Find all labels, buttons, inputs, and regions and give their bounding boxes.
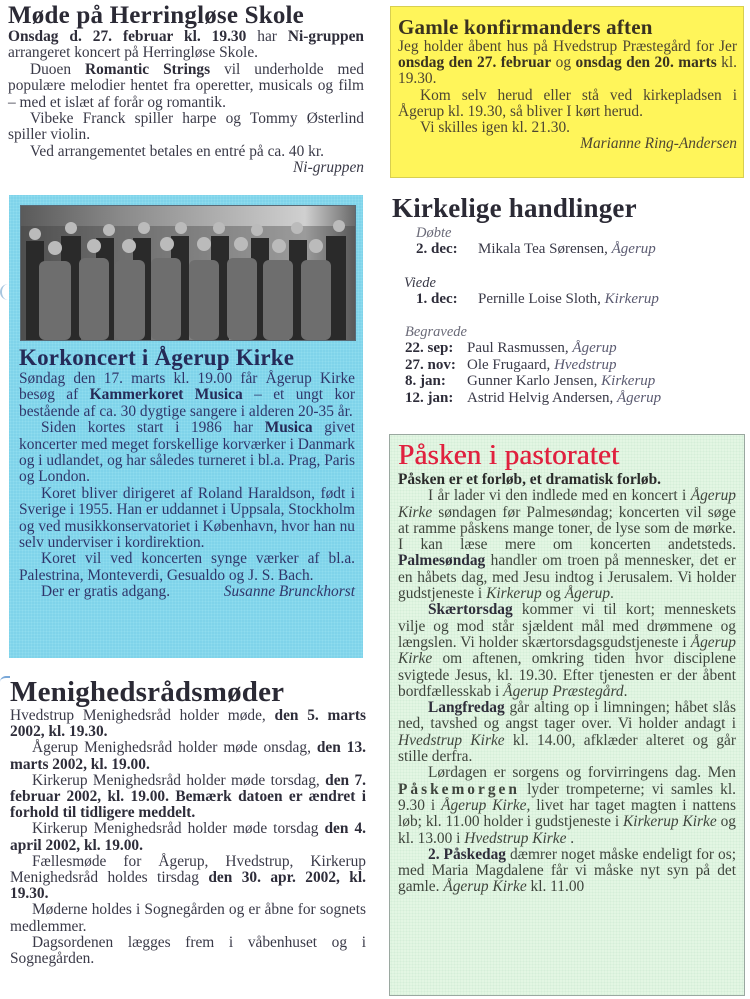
lead-paragraph: Påsken er et forløb, et dramatisk forløb. bbox=[398, 471, 662, 488]
paragraph: Vibeke Franck spiller harpe og Tommy Østerlind spiller violin. bbox=[8, 110, 364, 144]
paragraph: Kirkerup Menighedsråd holder møde torsdag den 4. april 2002, kl. 19.00. bbox=[10, 820, 366, 854]
signature: Marianne Ring-Andersen bbox=[580, 135, 737, 153]
article-title: Gamle konfirmanders aften bbox=[398, 15, 653, 39]
article-korkoncert bbox=[9, 195, 363, 658]
entry-row: 22. sep: Paul Rasmussen, Ågerup bbox=[405, 340, 617, 356]
group-label: Døbte bbox=[416, 225, 452, 241]
entry-row: 8. jan: Gunner Karlo Jensen, Kirkerup bbox=[405, 373, 656, 389]
paragraph: 2. Påskedag dæmrer noget måske endeligt for os; med Maria Magdalene får vi måske nyt syn på det gamle. Ågerup Kirke kl. 11.00 bbox=[398, 845, 737, 896]
article-title: Korkoncert i Ågerup Kirke bbox=[19, 345, 295, 370]
paragraph: Skærtorsdag kommer vi til kort; menneskets vilje og mod står sjældent mål med drømmene og længslen. Vi holder skærtorsdagsgudstjeneste i Ågerup Kirke om aftenen, omkring tiden hvor disciplene svigtede Jesus, kl. 19.30. Efter tjenesten er der åbent bordfællesskab i Ågerup Præstegård. bbox=[398, 601, 736, 700]
entry-row: 1. dec: Pernille Loise Sloth, Kirkerup bbox=[416, 290, 659, 307]
entry-row: 12. jan: Astrid Helvig Andersen, Ågerup bbox=[405, 389, 662, 406]
paragraph: Jeg holder åbent hus på Hvedstrup Præstegård for Jer onsdag den 27. februar og onsdag den 20. marts kl. 19.30. bbox=[398, 38, 737, 88]
paragraph: Søndag den 17. marts kl. 19.00 får Ågerup Kirke besøg af Kammerkoret Musica – et ungt kor bestående af ca. 30 dygtige sangere i alderen 20-35 år. bbox=[19, 370, 355, 420]
paragraph: Lørdagen er sorgens og forvirringens dag. Men Påskemorgen lyder trompeterne; vi samles kl. 9.30 i Ågerup Kirke, livet har taget magten i nattens løb; kl. 11.00 holder i gudstjeneste i Kirkerup Kirke og kl. 13.00 i Hvedstrup Kirke . bbox=[398, 764, 736, 847]
choir-photo bbox=[20, 205, 356, 341]
paragraph: Dagsordenen lægges frem i våbenhuset og i Sognegården. bbox=[10, 933, 366, 968]
paragraph: Hvedstrup Menighedsråd holder møde, den 5. marts 2002, kl. 19.30. bbox=[10, 707, 366, 741]
paragraph: Ved arrangementet betales en entré på ca. 40 kr. bbox=[30, 142, 324, 160]
article-title: Møde på Herringløse Skole bbox=[8, 2, 304, 29]
group-begravede bbox=[405, 324, 742, 406]
paragraph: Onsdag d. 27. februar kl. 19.30 har Ni-gruppen arrangeret koncert på Herringløse Skole. bbox=[8, 28, 364, 62]
article-paasken bbox=[389, 434, 745, 996]
choir-photo-image bbox=[21, 206, 355, 340]
paragraph: Langfredag går alting op i limningen; håbet slås ned, tavshed og angst tager over. Vi holder andagt i Hvedstrup Kirke kl. 14.00, afklæder alteret og går stille derfra. bbox=[398, 699, 736, 766]
paragraph: Koret vil ved koncerten synge værker af bl.a. Palestrina, Monteverdi, Gesualdo og J. S. Bach. bbox=[19, 550, 355, 584]
article-herringlose bbox=[8, 2, 364, 177]
article-kirkelige-handlinger bbox=[392, 193, 742, 406]
paragraph: Siden kortes start i 1986 har Musica givet koncerter med meget forskellige korværker i Danmark og i udlandet, og har således turneret i bl.a. Prag, Paris og London. bbox=[19, 419, 356, 486]
group-viede bbox=[392, 275, 742, 308]
group-dobte bbox=[392, 225, 742, 258]
paragraph: Ågerup Menighedsråd holder møde onsdag, den 13. marts 2002, kl. 19.00. bbox=[10, 739, 366, 773]
group-label: Begravede bbox=[405, 324, 467, 340]
paragraph: Kom selv herud eller stå ved kirkepladsen i Ågerup kl. 19.30, så bliver I kørt herud. bbox=[398, 86, 737, 120]
binding-mark bbox=[0, 676, 10, 688]
paragraph: Duoen Romantic Strings vil underholde med populære melodier hentet fra operetter, musicals og film – med et islæt af forår og romantik. bbox=[8, 60, 364, 111]
article-konfirmander bbox=[390, 6, 744, 178]
paragraph: I år lader vi den indlede med en koncert i Ågerup Kirke søndagen før Palmesøndag; koncerten vil søge at ramme påskens mange toner, de lyse som de mørke. I kan læse mere om koncerten andetsteds. Palmesøndag handler om troen på mennesker, det er en håbets dag, med Jesu indtog i Jerusalem. Vi holder gudstjeneste i Kirkerup og Ågerup. bbox=[398, 487, 736, 603]
paragraph: Vi skilles igen kl. 21.30. bbox=[420, 119, 570, 137]
article-title: Kirkelige handlinger bbox=[392, 193, 637, 223]
paragraph: Fællesmøde for Ågerup, Hvedstrup, Kirkerup Menighedsråd holdes tirsdag den 30. apr. 2002, kl. 19.30. bbox=[10, 852, 366, 903]
group-label: Viede bbox=[404, 274, 436, 291]
paragraph: Der er gratis adgang. Susanne Brunckhorst bbox=[41, 583, 355, 601]
paragraph: Koret bliver dirigeret af Roland Haraldson, født i Sverige i 1955. Han er uddannet i Uppsala, Stockholm og ved musikkonservatoriet i København, hvor han nu selv underviser i kordirektion. bbox=[19, 484, 355, 552]
entry-row: 2. dec: Mikala Tea Sørensen, Ågerup bbox=[416, 241, 656, 257]
paragraph: Kirkerup Menighedsråd holder møde torsdag, den 7. februar 2002, kl. 19.00. Bemærk datoen er ændret i forhold til tidligere meddelt. bbox=[10, 771, 367, 822]
entry-row: 27. nov: Ole Frugaard, Hvedstrup bbox=[405, 356, 617, 373]
signature: Ni-gruppen bbox=[293, 159, 364, 177]
signature: Susanne Brunckhorst bbox=[223, 583, 355, 601]
article-menighedsraad bbox=[10, 676, 366, 967]
article-title: Menighedsrådsmøder bbox=[10, 676, 285, 708]
article-title: Påsken i pastoratet bbox=[398, 439, 620, 471]
paragraph: Møderne holdes i Sognegården og er åbne for sognets medlemmer. bbox=[10, 901, 366, 935]
